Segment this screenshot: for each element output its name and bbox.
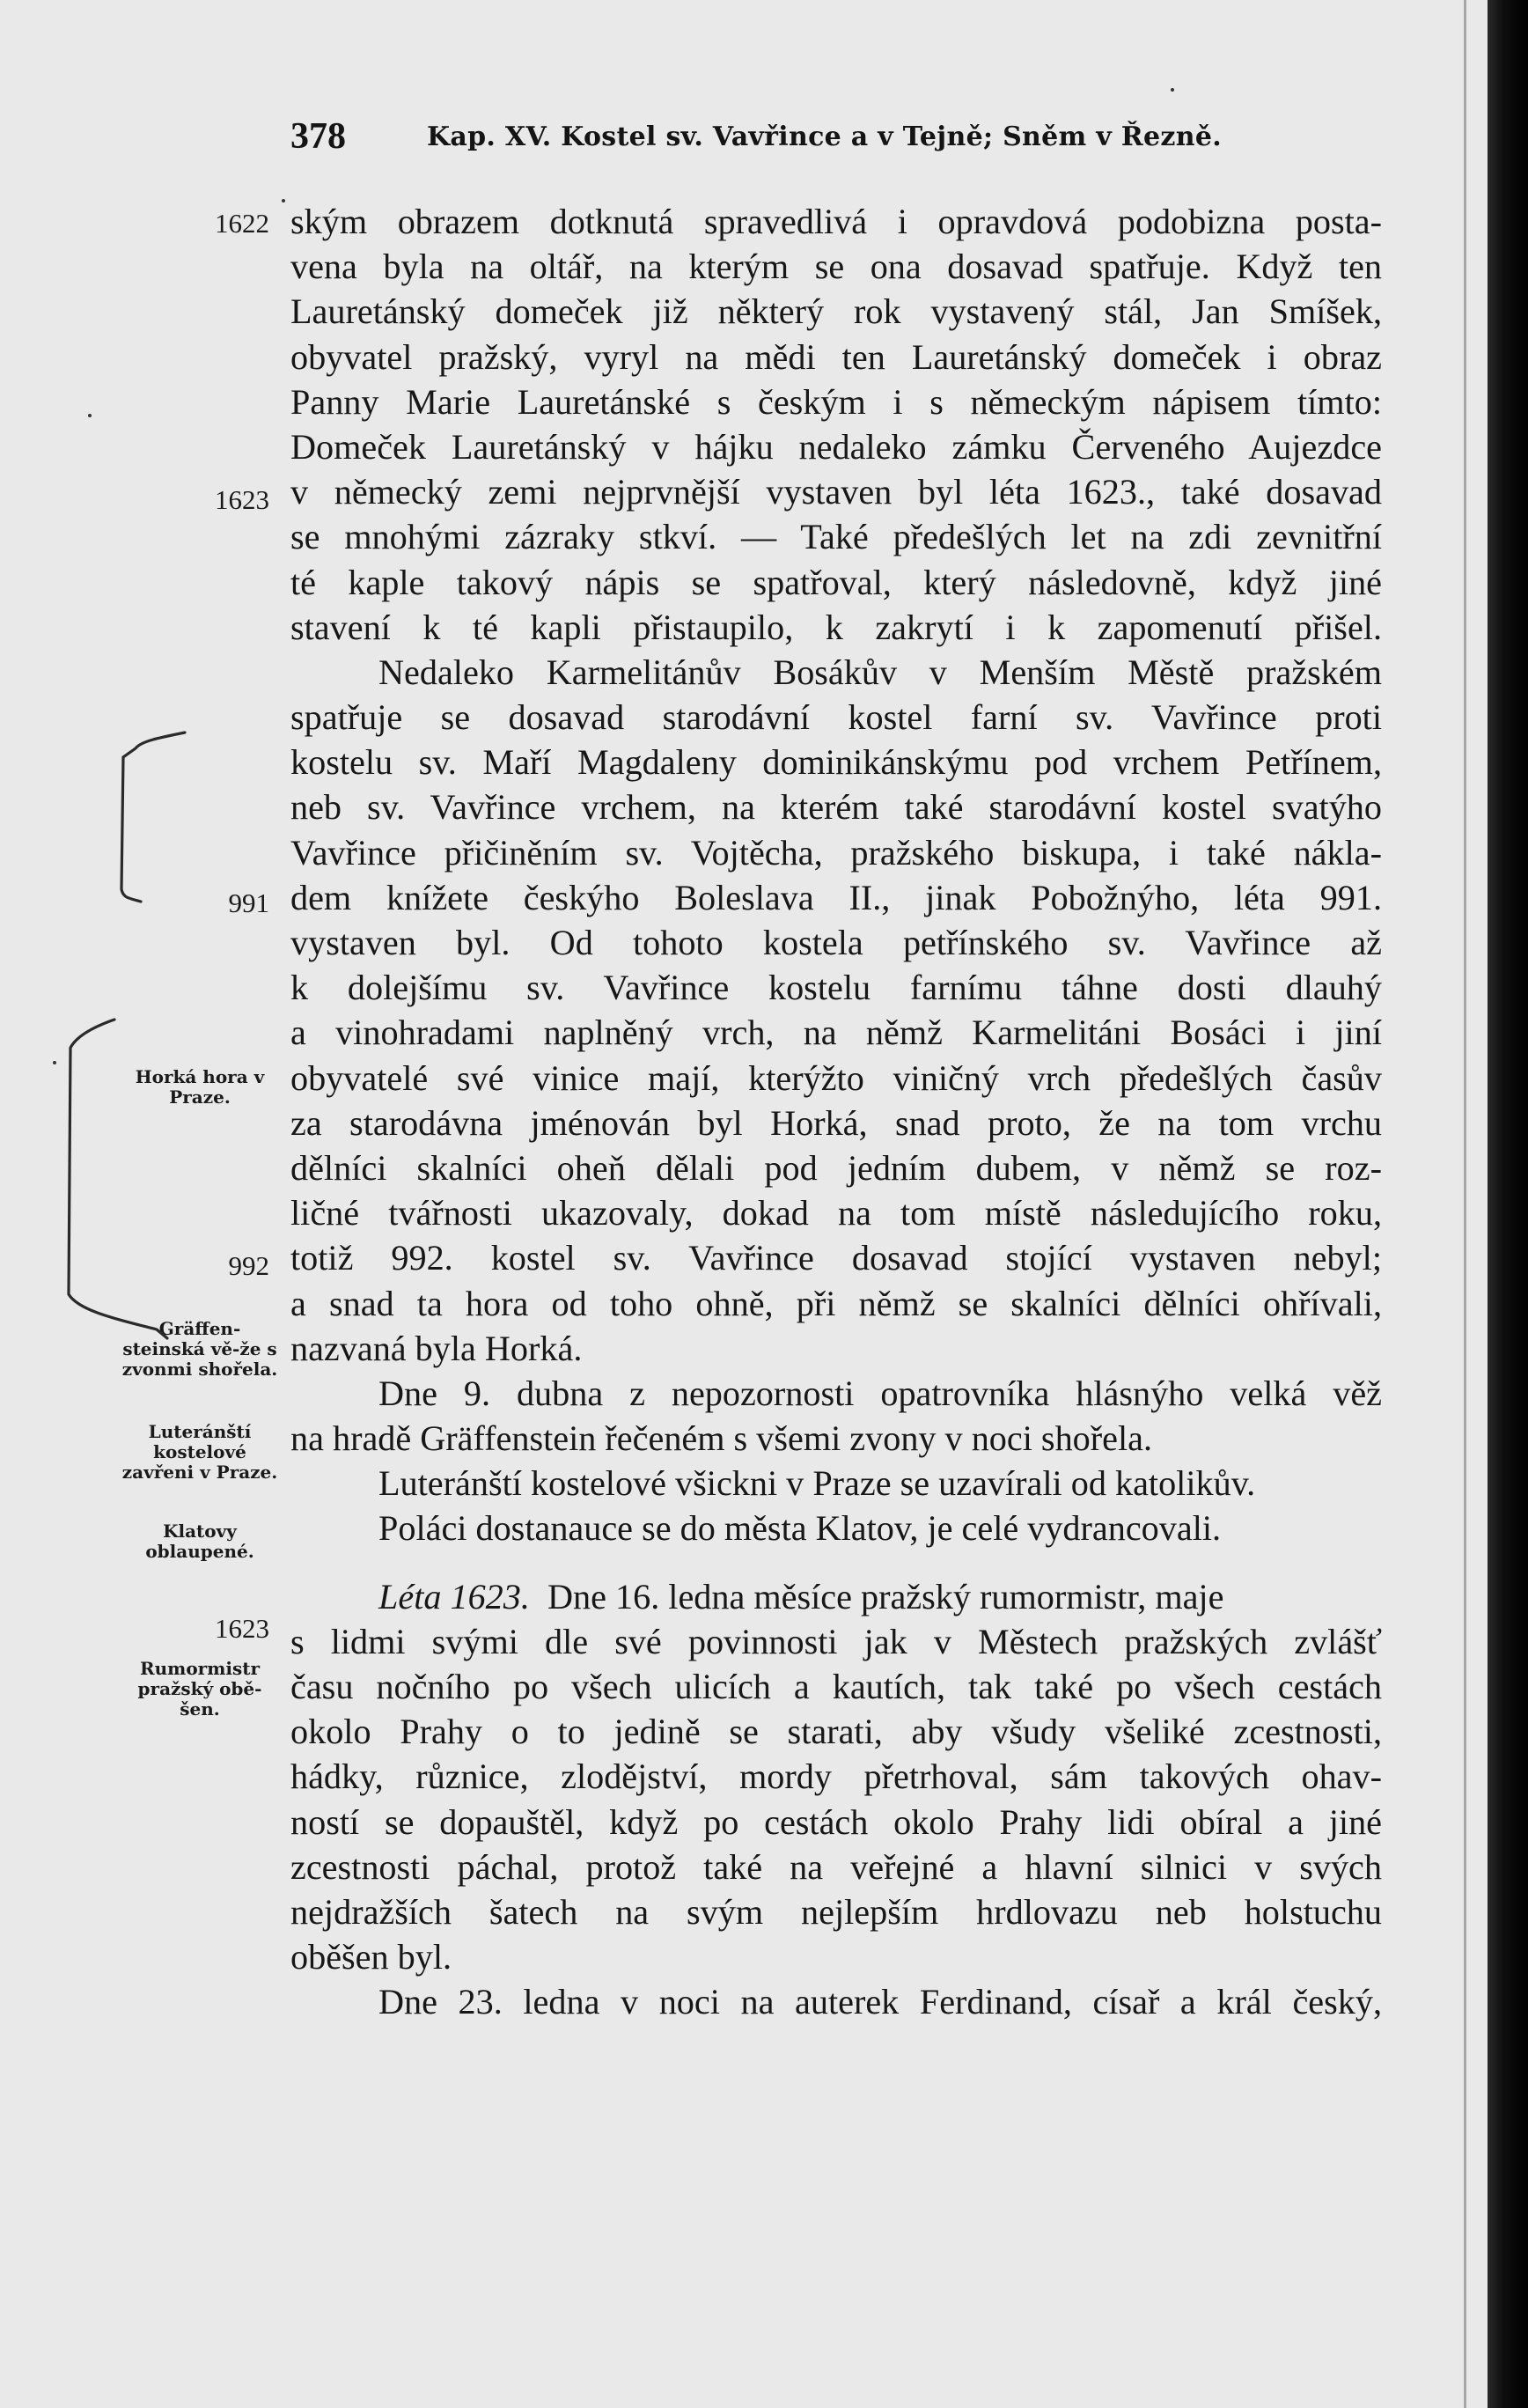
text-line: okolo Prahy o to jedině se starati, aby všudy všeliké zcestnosti, bbox=[290, 1712, 1382, 1752]
text-line: dem knížete českýho Boleslava II., jinak Pobožnýho, léta 991. bbox=[290, 877, 1382, 917]
text-line: a snad ta hora od toho ohně, při němž se skalníci dělníci ohřívali, bbox=[290, 1283, 1382, 1323]
text-line: vystaven byl. Od tohoto kostela petřínského sv. Vavřince až bbox=[290, 923, 1382, 962]
page-shadow-line bbox=[1464, 0, 1466, 2408]
text-line: neb sv. Vavřince vrchem, na kterém také starodávní kostel svatýho bbox=[290, 787, 1382, 828]
text-line: k dolejšímu sv. Vavřince kostelu farnímu táhne dosti dlauhý bbox=[290, 968, 1382, 1008]
text-line-year-heading bbox=[290, 1574, 1382, 1619]
text-line: Poláci dostanauce se do města Klatov, je celé vydrancovali. bbox=[378, 1508, 1222, 1549]
text-line: nejdražších šatech na svým nejlepším hrdlovazu neb holstuchu bbox=[290, 1891, 1382, 1932]
text-line: s lidmi svými dle své povinnosti jak v Městech pražských zvlášť bbox=[290, 1621, 1382, 1661]
text-line: času nočního po všech ulicích a kautích, tak také po všech cestách bbox=[290, 1667, 1382, 1706]
margin-note-horka: Horká hora v Praze. bbox=[135, 1066, 265, 1108]
margin-year-992: 992 bbox=[228, 1250, 269, 1281]
running-title: Kap. XV. Kostel sv. Vavřince a v Tejně; Sněm v Řezně. bbox=[427, 122, 1222, 152]
text-line: obyvatel pražský, vyryl na mědi ten Lauretánský domeček i obraz bbox=[290, 336, 1382, 377]
text-line: nazvaná byla Horká. bbox=[290, 1328, 583, 1368]
text-line: kostelu sv. Maří Magdaleny dominikánskýmu pod vrchem Petřínem, bbox=[290, 742, 1382, 783]
text-line: se mnohými zázraky stkví. — Také předešlých let na zdi zevnitřní bbox=[290, 517, 1382, 557]
year-heading-continuation: Dne 16. ledna měsíce pražský rumormistr, maje bbox=[547, 1576, 1224, 1616]
text-line: dělníci skalníci oheň dělali pod jedním dubem, v němž se roz- bbox=[290, 1147, 1382, 1188]
text-line: ským obrazem dotknutá spravedlivá i opravdová podobizna posta- bbox=[290, 202, 1382, 241]
margin-note-graffenstein: Gräffen-steinská vě-že s zvonmi shořela. bbox=[121, 1318, 278, 1380]
text-line: Nedaleko Karmelitánův Bosákův v Menším Městě pražském bbox=[378, 652, 1382, 692]
text-line: ností se dopauštěl, když po cestách okolo Prahy lidi obíral a jiné bbox=[290, 1801, 1382, 1842]
margin-note-rumormistr: Rumormistr pražský obě-šen. bbox=[137, 1658, 262, 1719]
text-line: totiž 992. kostel sv. Vavřince dosavad stojící vystaven nebyl; bbox=[290, 1238, 1382, 1278]
margin-note-lutheran-churches: Luteránští kostelové zavřeni v Praze. bbox=[121, 1421, 278, 1483]
text-line: stavení k té kapli přistaupilo, k zakrytí i k zapomenutí přišel. bbox=[290, 607, 1382, 647]
year-heading: Léta 1623. bbox=[378, 1576, 530, 1616]
text-line: ličné tvářnosti ukazovaly, dokad na tom místě následujícího roku, bbox=[290, 1193, 1382, 1233]
text-line: Lauretánský domeček již některý rok vystavený stál, Jan Smíšek, bbox=[290, 291, 1382, 332]
bracket-upper bbox=[121, 733, 185, 902]
text-line: oběšen byl. bbox=[290, 1937, 452, 1977]
text-line: zcestnosti páchal, protož také na veřejné a hlavní silnici v svých bbox=[290, 1846, 1382, 1887]
body-text bbox=[290, 199, 1382, 2025]
scan-speck bbox=[1171, 88, 1174, 92]
bracket-lower bbox=[69, 1020, 167, 1338]
margin-year-1623-second: 1623 bbox=[215, 1613, 269, 1644]
text-line: Vavřince přičiněním sv. Vojtěcha, pražského biskupa, i také nákla- bbox=[290, 832, 1382, 873]
paragraph-gap bbox=[290, 1551, 1382, 1574]
text-line: v německý zemi nejprvnější vystaven byl léta 1623., také dosavad bbox=[290, 472, 1382, 512]
text-line: za starodávna jménován byl Horká, snad proto, že na tom vrchu bbox=[290, 1102, 1382, 1143]
margin-year-1623: 1623 bbox=[215, 484, 269, 515]
text-line: Dne 9. dubna z nepozornosti opatrovníka hlásnýho velká věž bbox=[378, 1373, 1382, 1413]
text-line: Domeček Lauretánský v hájku nedaleko zámku Červeného Aujezdce bbox=[290, 426, 1382, 467]
margin-year-1622: 1622 bbox=[215, 208, 269, 239]
text-line: Luteránští kostelové všickni v Praze se uzavírali od katolikův. bbox=[378, 1463, 1256, 1504]
text-line: hádky, různice, zlodějství, mordy přetrhoval, sám takových ohav- bbox=[290, 1756, 1382, 1797]
text-line: Panny Marie Lauretánské s českým i s německým nápisem tímto: bbox=[290, 381, 1382, 422]
text-line: a vinohradami naplněný vrch, na němž Karmelitáni Bosáci i jiní bbox=[290, 1013, 1382, 1053]
text-line: obyvatelé své vinice mají, kterýžto viničný vrch předešlých časův bbox=[290, 1057, 1382, 1098]
text-line: té kaple takový nápis se spatřoval, který následovně, když jiné bbox=[290, 562, 1382, 602]
margin-note-klatovy: Klatovy oblaupené. bbox=[145, 1521, 254, 1562]
text-line: Dne 23. ledna v noci na auterek Ferdinand, císař a král český, bbox=[378, 1982, 1382, 2022]
scan-dark-border bbox=[1488, 0, 1528, 2408]
text-line: spatřuje se dosavad starodávní kostel farní sv. Vavřince proti bbox=[290, 697, 1382, 738]
page-number: 378 bbox=[290, 116, 346, 157]
margin-year-991: 991 bbox=[228, 887, 269, 918]
text-line: vena byla na oltář, na kterým se ona dosavad spatřuje. Když ten bbox=[290, 247, 1382, 287]
text-line: na hradě Gräffenstein řečeném s všemi zvony v noci shořela. bbox=[290, 1418, 1153, 1459]
page-header bbox=[290, 113, 1435, 166]
